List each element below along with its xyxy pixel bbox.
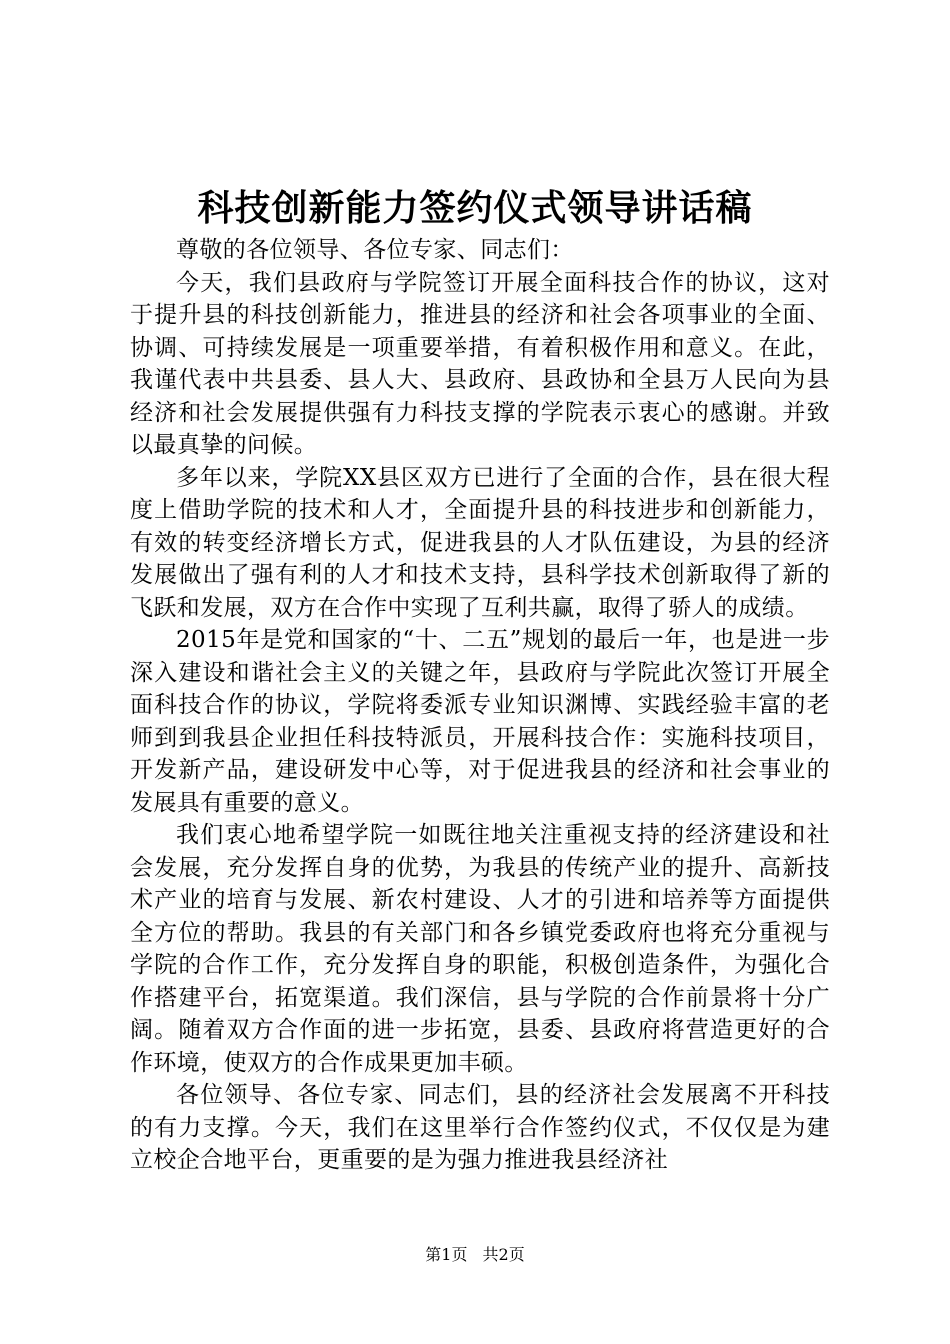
paragraph-3: 2015年是党和国家的“十、二五”规划的最后一年，也是进一步深入建设和谐社会主义的关键之年，县政府与学院此次签订开展全面科技合作的协议，学院将委派专业知识渊博、实践经验丰富的老师到到我县企业担任科技特派员，开展科技合作：实施科技项目，开发新产品，建设研发中心等，对于促进我县的经济和社会事业的发展具有重要的意义。	[130, 627, 830, 816]
paragraph-4: 我们衷心地希望学院一如既往地关注重视支持的经济建设和社会发展，充分发挥自身的优势，为我县的传统产业的提升、高新技术产业的培育与发展、新农村建设、人才的引进和培养等方面提供全方位的帮助。我县的有关部门和各乡镇党委政府也将充分重视与学院的合作工作，充分发挥自身的职能，积极创造条件，为强化合作搭建平台，拓宽渠道。我们深信，县与学院的合作前景将十分广阔。随着双方合作面的进一步拓宽，县委、县政府将营造更好的合作环境，使双方的合作成果更加丰硕。	[130, 822, 830, 1076]
greeting: 尊敬的各位领导、各位专家、同志们：	[176, 237, 574, 263]
document-body	[130, 234, 830, 1177]
paragraph-2: 多年以来，学院XX县区双方已进行了全面的合作，县在很大程度上借助学院的技术和人才，全面提升县的科技进步和创新能力，有效的转变经济增长方式，促进我县的人才队伍建设，为县的经济发展做出了强有利的人才和技术支持，县科学技术创新取得了新的飞跃和发展，双方在合作中实现了互利共赢，取得了骄人的成绩。	[130, 464, 830, 621]
paragraph-5: 各位领导、各位专家、同志们，县的经济社会发展离不开科技的有力支撑。今天，我们在这里举行合作签约仪式，不仅仅是为建立校企合地平台，更重要的是为强力推进我县经济社	[130, 1082, 830, 1173]
page-number: 第1页	[425, 1245, 468, 1264]
page-footer	[0, 1245, 950, 1265]
paragraph-1: 今天，我们县政府与学院签订开展全面科技合作的协议，这对于提升县的科技创新能力，推进县的经济和社会各项事业的全面、协调、可持续发展是一项重要举措，有着积极作用和意义。在此，我谨代表中共县委、县人大、县政府、县政协和全县万人民向为县经济和社会发展提供强有力科技支撑的学院表示衷心的感谢。并致以最真挚的问候。	[130, 269, 830, 458]
page-total: 共2页	[482, 1245, 525, 1264]
document-title: 科技创新能力签约仪式领导讲话稿	[197, 187, 753, 229]
